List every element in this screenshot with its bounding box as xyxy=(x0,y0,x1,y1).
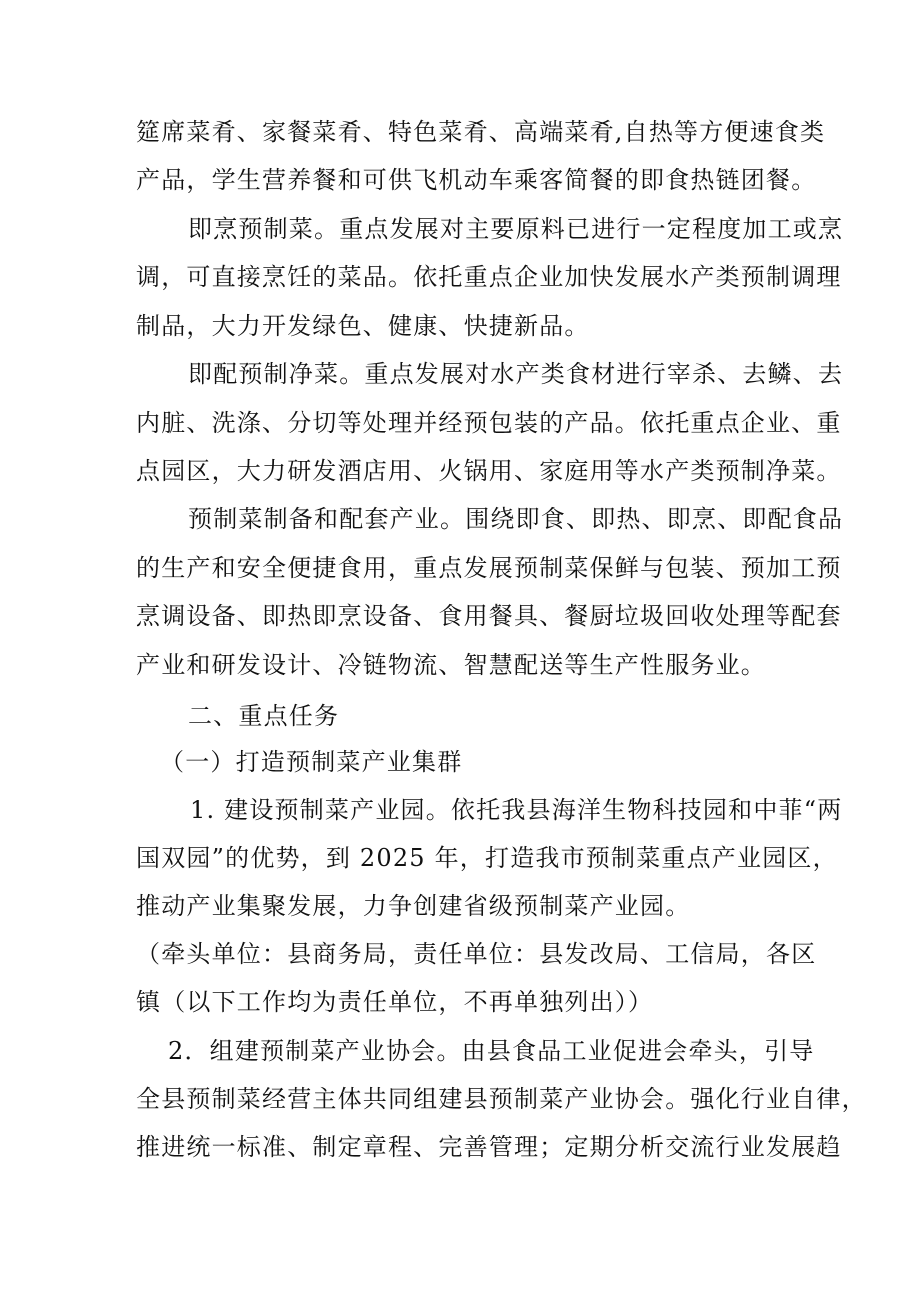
text-line: 制品，大力开发绿色、健康、快捷新品。 xyxy=(136,312,590,340)
text-line: 推进统一标准、制定章程、完善管理；定期分析交流行业发展趋 xyxy=(136,1133,842,1161)
responsibility-note: 镇（以下工作均为责任单位，不再单独列出）） xyxy=(136,988,654,1016)
paragraph-heading-line: 即配预制净菜。重点发展对水产类食材进行宰杀、去鳞、去 xyxy=(188,360,844,388)
paragraph-heading-line: 即烹预制菜。重点发展对主要原料已进行一定程度加工或烹 xyxy=(188,215,844,243)
section-heading: 二、重点任务 xyxy=(188,702,340,730)
text-line: 内脏、洗涤、分切等处理并经预包装的产品。依托重点企业、重 xyxy=(136,409,842,437)
paragraph-heading-line: 2．组建预制菜产业协会。由县食品工业促进会牵头，引导 xyxy=(168,1037,815,1065)
text-line: 全县预制菜经营主体共同组建县预制菜产业协会。强化行业自律， xyxy=(136,1085,867,1113)
text-line: 推动产业集聚发展，力争创建省级预制菜产业园。 xyxy=(136,892,691,920)
paragraph-heading-line: 预制菜制备和配套产业。围绕即食、即热、即烹、即配食品 xyxy=(188,505,844,533)
text-line: 点园区，大力研发酒店用、火锅用、家庭用等水产类预制净菜。 xyxy=(136,457,842,485)
text-line: 筵席菜肴、家餐菜肴、特色菜肴、高端菜肴,自热等方便速食类 xyxy=(136,118,826,146)
text-line: 的生产和安全便捷食用，重点发展预制菜保鲜与包装、预加工预 xyxy=(136,554,842,582)
text-line: 烹调设备、即热即烹设备、食用餐具、餐厨垃圾回收处理等配套 xyxy=(136,602,842,630)
subsection-heading: （一）打造预制菜产业集群 xyxy=(160,748,463,776)
responsibility-note: （牵头单位：县商务局，责任单位：县发改局、工信局，各区 xyxy=(136,940,817,968)
text-line: 产业和研发设计、冷链物流、智慧配送等生产性服务业。 xyxy=(136,651,766,679)
text-line: 产品，学生营养餐和可供飞机动车乘客简餐的即食热链团餐。 xyxy=(136,166,817,194)
text-line: 国双园”的优势，到 2025 年，打造我市预制菜重点产业园区， xyxy=(136,844,838,872)
text-line: 调，可直接烹饪的菜品。依托重点企业加快发展水产类预制调理 xyxy=(136,263,842,291)
paragraph-heading-line: 1. 建设预制菜产业园。依托我县海洋生物科技园和中菲“两 xyxy=(190,796,843,824)
